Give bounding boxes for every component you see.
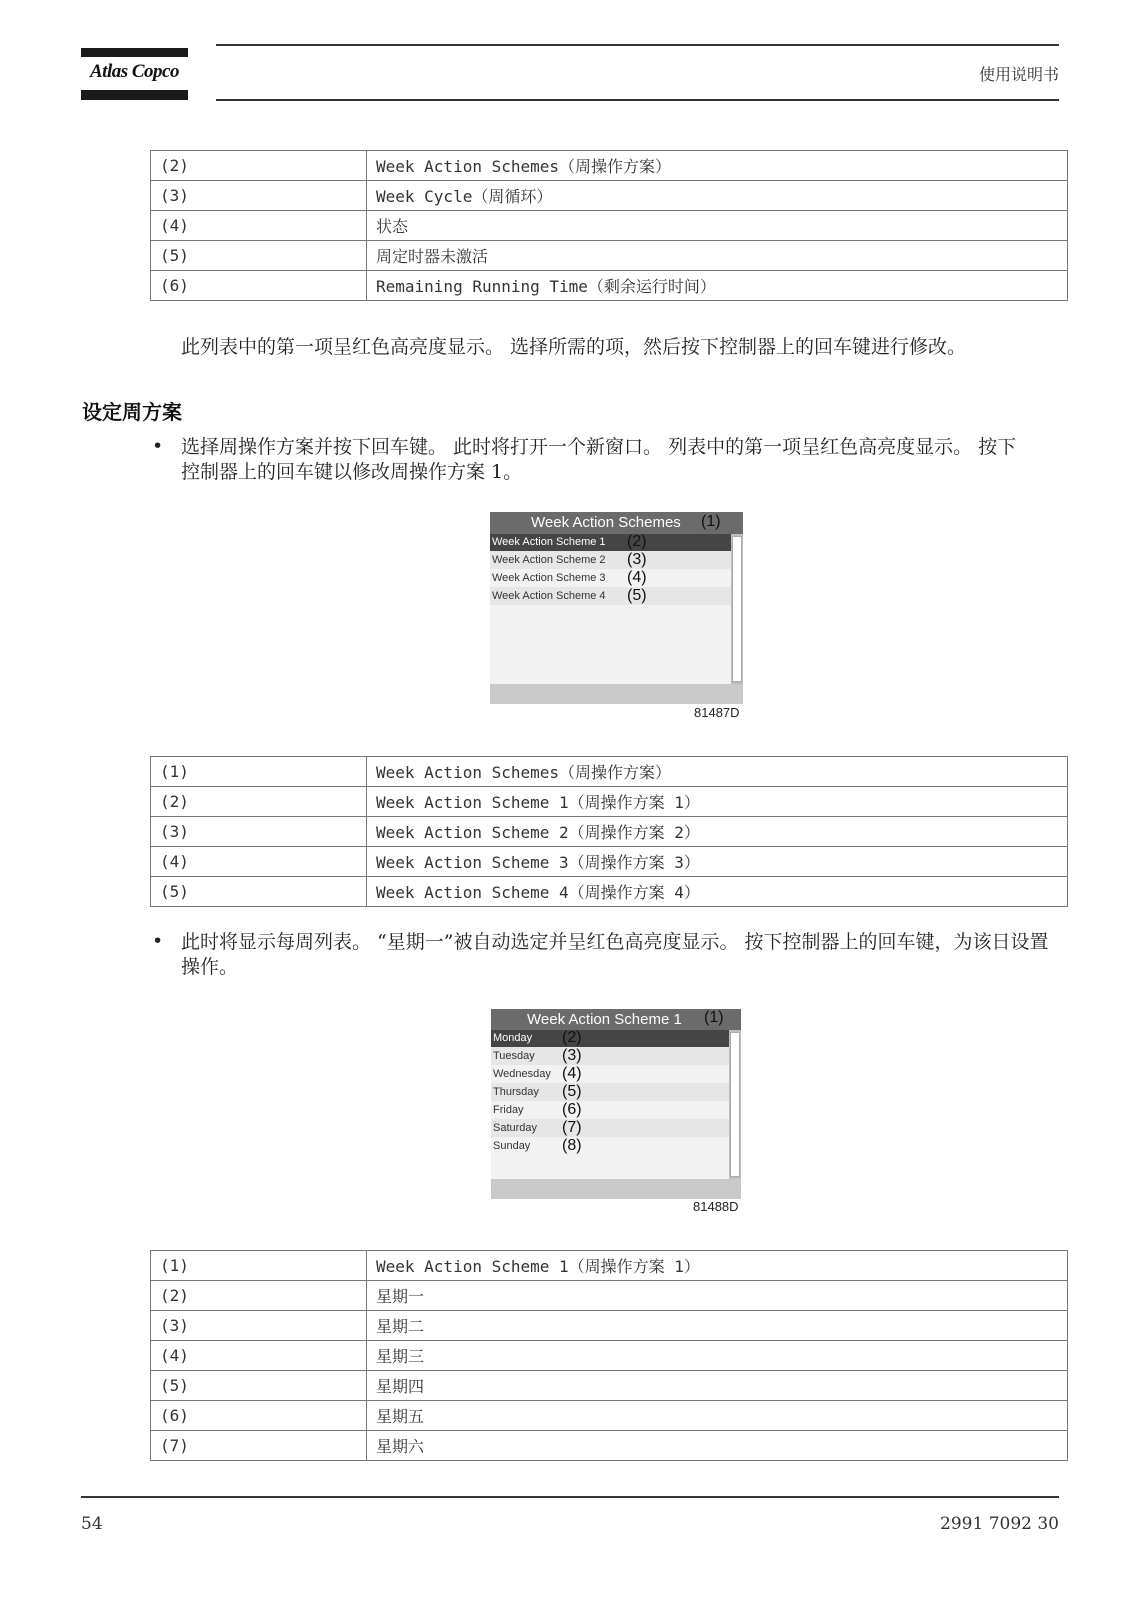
item-number: (5) — [151, 877, 367, 907]
table-row — [151, 1401, 1068, 1431]
list-item[interactable] — [490, 534, 731, 551]
item-description: Week Cycle（周循环） — [367, 181, 1068, 211]
item-number: (6) — [151, 1401, 367, 1431]
callout-label: (7) — [562, 1119, 582, 1136]
list-item-label: Tuesday — [493, 1050, 535, 1062]
bullet-marker: • — [152, 435, 164, 457]
callout-label: (3) — [562, 1047, 582, 1064]
item-description: 星期二 — [367, 1311, 1068, 1341]
item-number: (3) — [151, 817, 367, 847]
legend-table-1 — [150, 150, 1068, 301]
screen-bottom-bar — [490, 684, 743, 704]
figure-id: 81487D — [694, 705, 740, 720]
item-description: Week Action Scheme 1（周操作方案 1） — [367, 787, 1068, 817]
table-row — [151, 1341, 1068, 1371]
item-description: 星期六 — [367, 1431, 1068, 1461]
table-row — [151, 271, 1068, 301]
header-rule-top — [216, 44, 1059, 46]
callout-label: (5) — [562, 1083, 582, 1100]
callout-label: (8) — [562, 1137, 582, 1154]
item-description: 星期一 — [367, 1281, 1068, 1311]
table-row — [151, 877, 1068, 907]
list-item[interactable] — [490, 569, 731, 587]
list-item[interactable] — [490, 587, 731, 605]
item-description: Week Action Scheme 1（周操作方案 1） — [367, 1251, 1068, 1281]
item-number: (4) — [151, 847, 367, 877]
list-item[interactable] — [491, 1101, 729, 1119]
list-item[interactable] — [491, 1137, 729, 1155]
item-number: (4) — [151, 211, 367, 241]
callout-label: (1) — [701, 513, 721, 530]
callout-label: (2) — [627, 533, 647, 550]
table-row — [151, 757, 1068, 787]
item-description: 状态 — [367, 211, 1068, 241]
table-row — [151, 181, 1068, 211]
list-item-label: Week Action Scheme 2 — [492, 554, 606, 566]
item-number: (1) — [151, 757, 367, 787]
list-item[interactable] — [491, 1047, 729, 1065]
table-row — [151, 1311, 1068, 1341]
item-description: 星期三 — [367, 1341, 1068, 1371]
item-number: (2) — [151, 1281, 367, 1311]
item-description: Remaining Running Time（剩余运行时间） — [367, 271, 1068, 301]
screen-title-bar — [490, 512, 743, 534]
table-row — [151, 817, 1068, 847]
table-row — [151, 241, 1068, 271]
item-description: Week Action Scheme 4（周操作方案 4） — [367, 877, 1068, 907]
legend-table-2 — [150, 756, 1068, 907]
document-number: 2991 7092 30 — [940, 1514, 1059, 1534]
list-item-label: Week Action Scheme 4 — [492, 590, 606, 602]
screen-week-action-schemes — [490, 512, 743, 704]
footer-rule — [81, 1496, 1059, 1498]
list-item-label: Wednesday — [493, 1068, 551, 1080]
screen-bottom-bar — [491, 1179, 741, 1199]
scrollbar-thumb[interactable] — [730, 1032, 740, 1177]
item-number: (7) — [151, 1431, 367, 1461]
list-item[interactable] — [491, 1030, 729, 1047]
list-item-label: Sunday — [493, 1140, 531, 1152]
callout-label: (1) — [704, 1009, 724, 1026]
screen-week-action-scheme-1 — [491, 1009, 741, 1199]
legend-table-3 — [150, 1250, 1068, 1461]
item-description: 星期四 — [367, 1371, 1068, 1401]
item-description: Week Action Schemes（周操作方案） — [367, 151, 1068, 181]
callout-label: (4) — [562, 1065, 582, 1082]
callout-label: (2) — [562, 1029, 582, 1046]
header-rule-bottom — [216, 99, 1059, 101]
list-item-label: Thursday — [493, 1086, 539, 1098]
bullet-marker: • — [152, 930, 164, 952]
item-description: Week Action Scheme 3（周操作方案 3） — [367, 847, 1068, 877]
table-row — [151, 787, 1068, 817]
list-item-label: Week Action Scheme 3 — [492, 572, 606, 584]
scrollbar[interactable] — [731, 534, 743, 684]
bullet-text-1: 选择周操作方案并按下回车键。 此时将打开一个新窗口。 列表中的第一项呈红色高亮度显示。 按下控制器上的回车键以修改周操作方案 1。 — [181, 436, 1017, 483]
item-number: (3) — [151, 1311, 367, 1341]
list-item-label: Monday — [493, 1032, 533, 1044]
intro-paragraph: 此列表中的第一项呈红色高亮度显示。 选择所需的项，然后按下控制器上的回车键进行修改。 — [181, 336, 967, 358]
table-row — [151, 151, 1068, 181]
list-item-label: Friday — [493, 1104, 524, 1116]
list-item[interactable] — [490, 551, 731, 569]
callout-label: (6) — [562, 1101, 582, 1118]
item-number: (6) — [151, 271, 367, 301]
scrollbar[interactable] — [729, 1030, 741, 1179]
table-row — [151, 1371, 1068, 1401]
figure-id: 81488D — [693, 1199, 739, 1214]
logo-text: Atlas Copco — [90, 61, 179, 82]
callout-label: (4) — [627, 569, 647, 586]
section-heading: 设定周方案 — [82, 400, 182, 424]
list-item[interactable] — [491, 1083, 729, 1101]
callout-label: (3) — [627, 551, 647, 568]
item-description: 周定时器未激活 — [367, 241, 1068, 271]
scrollbar-thumb[interactable] — [732, 536, 742, 682]
item-number: (1) — [151, 1251, 367, 1281]
logo-bar-bottom — [81, 90, 188, 100]
list-item-label: Saturday — [493, 1122, 538, 1134]
screen-title-bar — [491, 1009, 741, 1030]
screen-title: Week Action Scheme 1 — [527, 1011, 682, 1028]
table-row — [151, 1251, 1068, 1281]
item-description: 星期五 — [367, 1401, 1068, 1431]
item-number: (4) — [151, 1341, 367, 1371]
list-item[interactable] — [491, 1119, 729, 1137]
item-number: (5) — [151, 1371, 367, 1401]
list-item-label: Week Action Scheme 1 — [492, 536, 606, 548]
item-description: Week Action Schemes（周操作方案） — [367, 757, 1068, 787]
atlas-copco-logo — [81, 48, 188, 100]
item-number: (5) — [151, 241, 367, 271]
table-row — [151, 1431, 1068, 1461]
table-row — [151, 847, 1068, 877]
doc-title: 使用说明书 — [978, 65, 1059, 84]
list-item[interactable] — [491, 1065, 729, 1083]
item-number: (3) — [151, 181, 367, 211]
page-number: 54 — [81, 1514, 103, 1534]
logo-bar-top — [81, 48, 188, 57]
item-number: (2) — [151, 787, 367, 817]
screen-title: Week Action Schemes — [531, 514, 681, 531]
table-row — [151, 211, 1068, 241]
item-description: Week Action Scheme 2（周操作方案 2） — [367, 817, 1068, 847]
callout-label: (5) — [627, 587, 647, 604]
bullet-text-2: 此时将显示每周列表。 “星期一”被自动选定并呈红色高亮度显示。 按下控制器上的回车键，为该日设置操作。 — [181, 931, 1049, 978]
item-number: (2) — [151, 151, 367, 181]
table-row — [151, 1281, 1068, 1311]
